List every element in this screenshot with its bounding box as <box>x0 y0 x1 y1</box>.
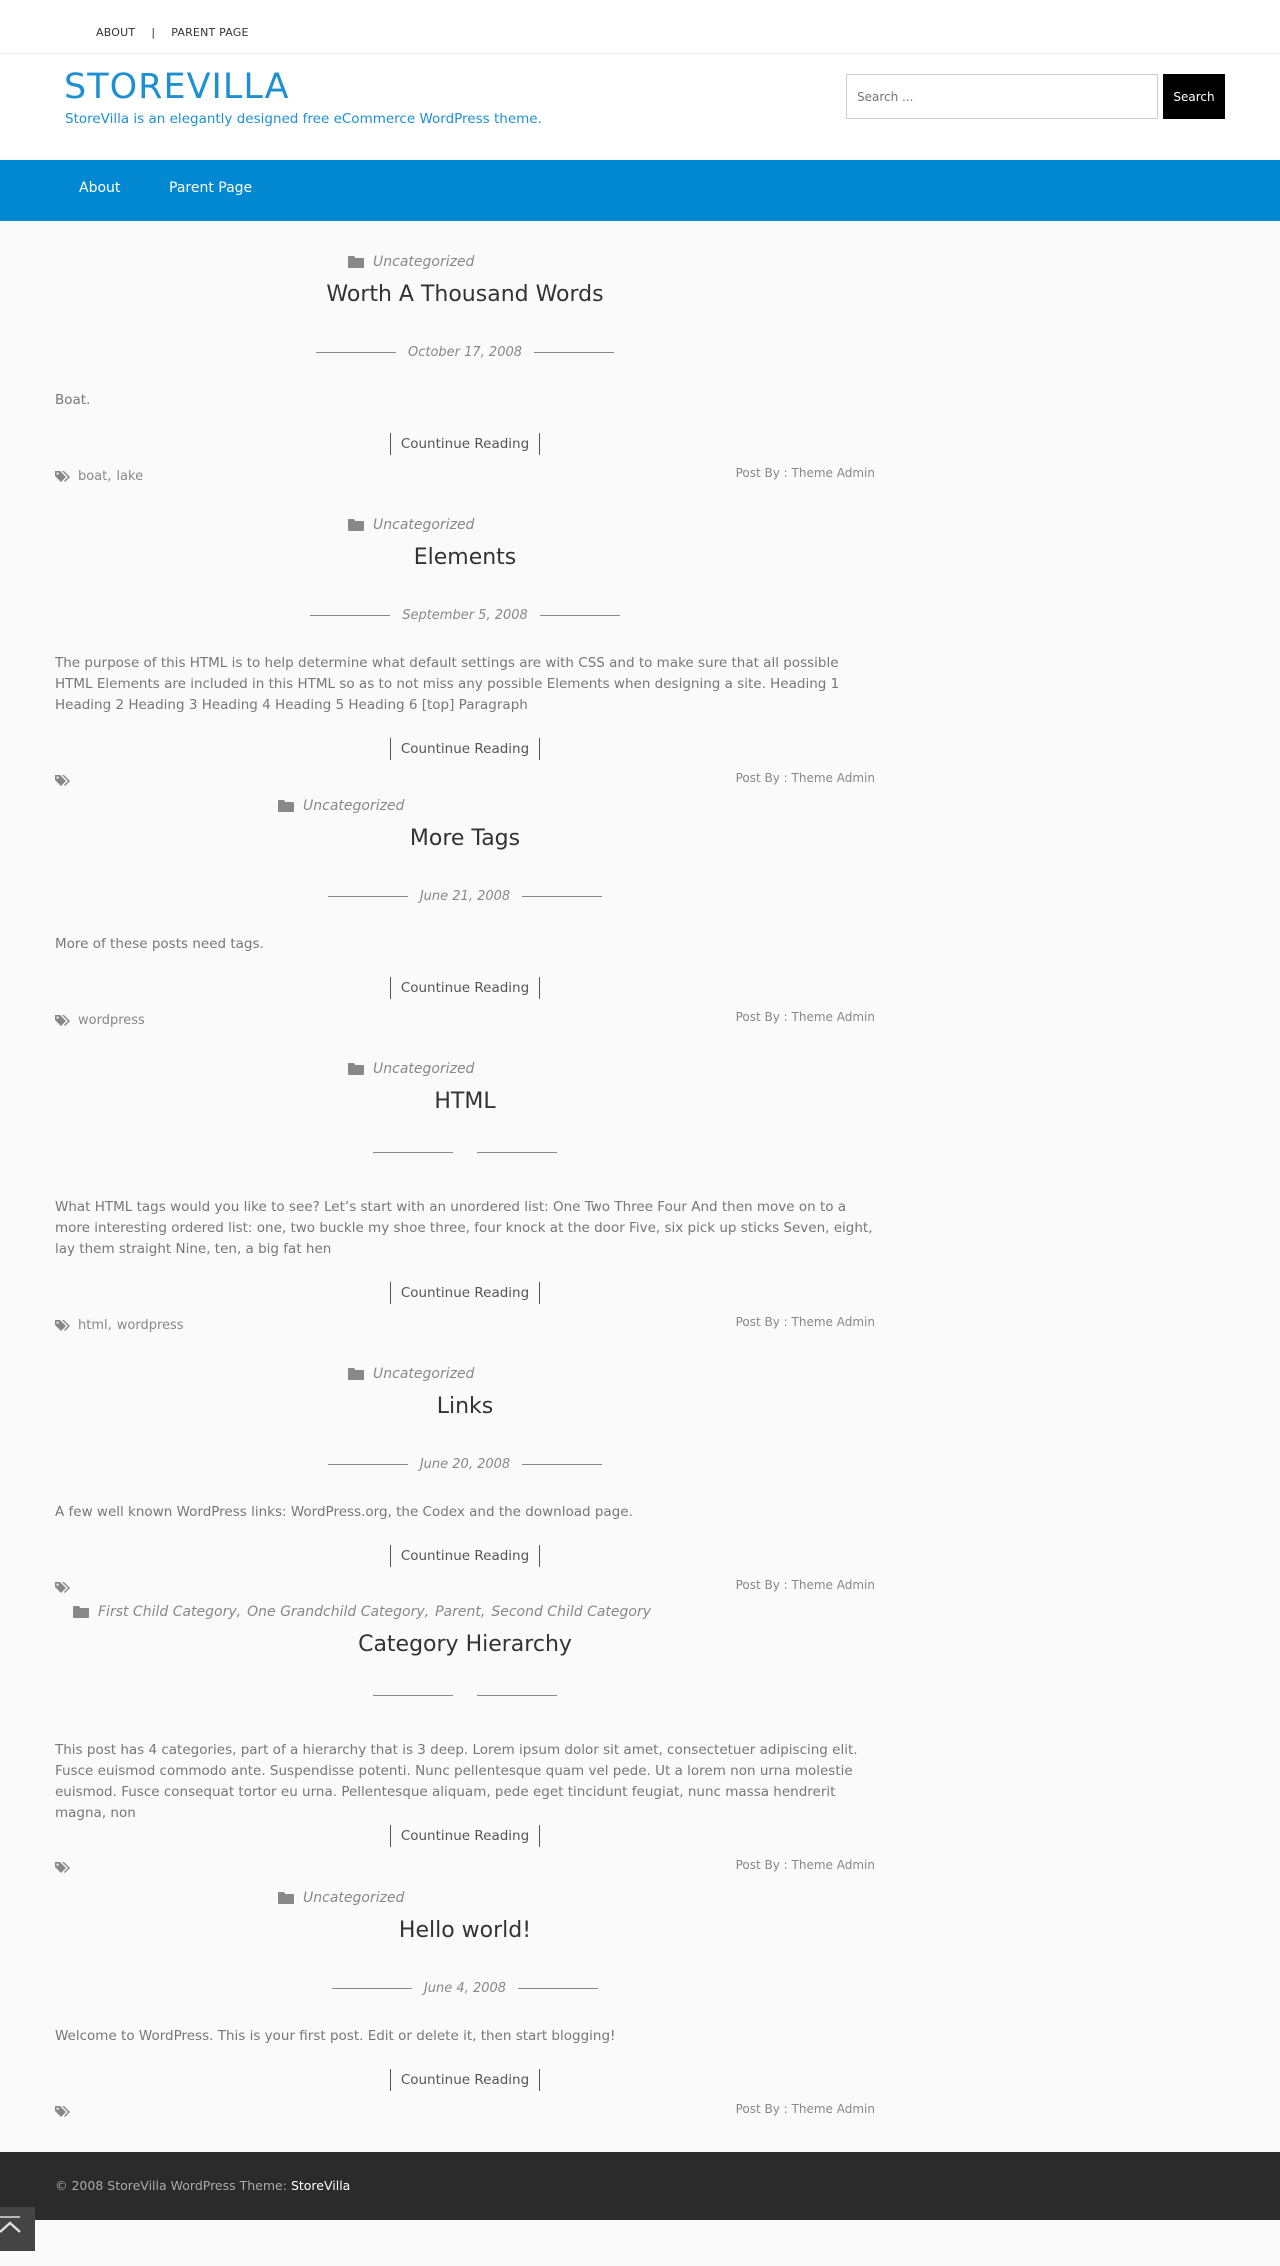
date-divider-left <box>373 1152 453 1153</box>
post-categories <box>73 1604 651 1620</box>
tags-icon <box>55 774 72 787</box>
post-author: Post By : Theme Admin <box>735 1010 875 1024</box>
category-separator: , <box>424 1604 430 1620</box>
site-footer <box>0 2152 1280 2220</box>
folder-open-icon <box>348 256 364 268</box>
post-title[interactable]: HTML <box>434 1089 496 1114</box>
post-date-row <box>55 1457 875 1472</box>
continue-reading-button[interactable]: Countinue Reading <box>390 738 540 760</box>
post-category-link[interactable]: One Grandchild Category <box>247 1604 425 1620</box>
post-tags <box>55 2105 78 2118</box>
post-category-link[interactable]: First Child Category <box>98 1604 237 1620</box>
continue-reading-row <box>55 1282 875 1304</box>
footer-theme-link[interactable]: StoreVilla <box>290 2178 351 2193</box>
post-tag-link[interactable]: wordpress <box>116 1318 184 1333</box>
post-tag-link[interactable]: boat <box>78 469 108 484</box>
continue-reading-row <box>55 2069 875 2091</box>
date-divider-right <box>522 896 602 897</box>
tag-separator: , <box>107 469 112 484</box>
nav-item-parent-page[interactable]: Parent Page <box>169 180 253 196</box>
chevron-up-icon <box>0 2207 35 2251</box>
continue-reading-button[interactable]: Countinue Reading <box>390 1282 540 1304</box>
tags-icon <box>55 470 72 483</box>
post-tag-link[interactable]: lake <box>116 469 144 484</box>
post-category-link[interactable]: Uncategorized <box>373 517 475 533</box>
search-button[interactable]: Search <box>1163 74 1225 119</box>
post-date[interactable]: September 5, 2008 <box>402 608 528 623</box>
date-divider-left <box>310 615 390 616</box>
post-author: Post By : Theme Admin <box>735 2102 875 2116</box>
post-date-row <box>55 889 875 904</box>
site-description: StoreVilla is an elegantly designed free eCommerce WordPress theme. <box>65 111 542 127</box>
tags-icon <box>55 1014 72 1027</box>
continue-reading-row <box>55 1825 875 1847</box>
category-separator: , <box>480 1604 486 1620</box>
post-date-row <box>55 1152 875 1153</box>
post-tags <box>55 1581 78 1594</box>
date-divider-left <box>328 896 408 897</box>
continue-reading-row <box>55 1545 875 1567</box>
folder-open-icon <box>278 1892 294 1904</box>
post-excerpt: What HTML tags would you like to see? Let’s start with an unordered list: One Two Three Four And then move on to a more interesting ordered list: one, two buckle my shoe three, four knock at the door Five, six pick up sticks Seven, eight, lay them straight Nine, ten, a big fat hen <box>55 1199 873 1257</box>
tags-icon <box>55 2105 72 2118</box>
post-categories <box>348 254 474 270</box>
continue-reading-row <box>55 433 875 455</box>
top-bar <box>0 0 1280 54</box>
post-categories <box>278 1890 404 1906</box>
post-category-link[interactable]: Uncategorized <box>373 1061 475 1077</box>
post-categories <box>348 1366 474 1382</box>
post-author: Post By : Theme Admin <box>735 771 875 785</box>
post-date-row <box>55 345 875 360</box>
date-divider-right <box>477 1695 557 1696</box>
top-link-separator: | <box>151 26 156 39</box>
continue-reading-button[interactable]: Countinue Reading <box>390 977 540 999</box>
post-tags <box>55 1013 145 1028</box>
post-date-row <box>55 1981 875 1996</box>
date-divider-right <box>534 352 614 353</box>
top-links <box>96 26 249 39</box>
post-category-link[interactable]: Uncategorized <box>373 1366 475 1382</box>
copyright-text: © 2008 StoreVilla WordPress Theme: <box>55 2178 291 2193</box>
post-excerpt: A few well known WordPress links: WordPress.org, the Codex and the download page. <box>55 1504 633 1520</box>
post-excerpt: More of these posts need tags. <box>55 936 264 952</box>
continue-reading-button[interactable]: Countinue Reading <box>390 2069 540 2091</box>
post-tags <box>55 469 143 484</box>
tags-icon <box>55 1319 72 1332</box>
main-navigation <box>0 160 1280 221</box>
post-category-link[interactable]: Uncategorized <box>303 1890 405 1906</box>
continue-reading-row <box>55 977 875 999</box>
tag-separator: , <box>107 1318 112 1333</box>
post-author: Post By : Theme Admin <box>735 1578 875 1592</box>
date-divider-right <box>518 1988 598 1989</box>
date-divider-left <box>332 1988 412 1989</box>
continue-reading-button[interactable]: Countinue Reading <box>390 433 540 455</box>
search-input[interactable] <box>846 74 1158 119</box>
folder-open-icon <box>73 1606 89 1618</box>
folder-open-icon <box>278 800 294 812</box>
post-date-row <box>55 1695 875 1696</box>
post-date[interactable]: June 20, 2008 <box>419 1457 511 1472</box>
post-date[interactable]: June 4, 2008 <box>423 1981 507 1996</box>
post-title[interactable]: More Tags <box>409 826 521 851</box>
post-tag-link[interactable]: html <box>78 1318 108 1333</box>
folder-open-icon <box>348 1063 364 1075</box>
post-tags <box>55 1318 184 1333</box>
date-divider-left <box>328 1464 408 1465</box>
folder-open-icon <box>348 519 364 531</box>
post-date[interactable]: June 21, 2008 <box>419 889 511 904</box>
date-divider-left <box>373 1695 453 1696</box>
post-categories <box>348 517 474 533</box>
date-divider-right <box>477 1152 557 1153</box>
post-author: Post By : Theme Admin <box>735 1315 875 1329</box>
post-excerpt: Welcome to WordPress. This is your first post. Edit or delete it, then start blogging! <box>55 2028 616 2044</box>
date-divider-right <box>540 615 620 616</box>
continue-reading-button[interactable]: Countinue Reading <box>390 1545 540 1567</box>
post-title[interactable]: Elements <box>413 545 517 570</box>
post-tag-link[interactable]: wordpress <box>78 1013 145 1028</box>
post-date[interactable]: October 17, 2008 <box>407 345 523 360</box>
top-link-parent-page[interactable]: PARENT PAGE <box>171 26 249 39</box>
post-date-row <box>55 608 875 623</box>
post-category-link[interactable]: Uncategorized <box>373 254 475 270</box>
scroll-to-top-button[interactable] <box>0 2207 35 2251</box>
post-author: Post By : Theme Admin <box>735 1858 875 1872</box>
post-title[interactable]: Worth A Thousand Words <box>326 282 604 307</box>
post-category-link[interactable]: Parent <box>435 1604 481 1620</box>
post-excerpt: The purpose of this HTML is to help determine what default settings are with CSS and to make sure that all possible HTML Elements are included in this HTML so as to not miss any possible Elements when designing a site. Heading 1 Heading 2 Heading 3 Heading 4 Heading 5 Heading 6 [top] Paragraph <box>55 655 840 713</box>
date-divider-left <box>316 352 396 353</box>
category-separator: , <box>236 1604 242 1620</box>
date-divider-right <box>522 1464 602 1465</box>
top-link-about[interactable]: ABOUT <box>96 26 136 39</box>
post-excerpt: Boat. <box>55 392 91 408</box>
post-categories <box>348 1061 474 1077</box>
post-excerpt: This post has 4 categories, part of a hierarchy that is 3 deep. Lorem ipsum dolor sit amet, consectetuer adipiscing elit. Fusce euismod commodo ante. Suspendisse potenti. Nunc pellentesque quam vel pede. Ut a lorem non urna molestie euismod. Fusce consequat tortor eu urna. Pellentesque aliquam, pede eget tincidunt feugiat, nunc massa hendrerit magna, non <box>55 1742 858 1821</box>
post-title[interactable]: Hello world! <box>398 1918 532 1943</box>
folder-open-icon <box>348 1368 364 1380</box>
post-tags <box>55 774 78 787</box>
post-author: Post By : Theme Admin <box>735 466 875 480</box>
continue-reading-row <box>55 738 875 760</box>
post-title[interactable]: Category Hierarchy <box>358 1632 572 1657</box>
post-tags <box>55 1861 78 1874</box>
post-category-link[interactable]: Second Child Category <box>491 1604 652 1620</box>
post-title[interactable]: Links <box>436 1394 494 1419</box>
tags-icon <box>55 1861 72 1874</box>
footer-copyright <box>55 2178 350 2193</box>
continue-reading-button[interactable]: Countinue Reading <box>390 1825 540 1847</box>
tags-icon <box>55 1581 72 1594</box>
post-categories <box>278 798 404 814</box>
nav-item-about[interactable]: About <box>79 180 121 196</box>
site-title[interactable]: STOREVILLA <box>64 67 290 107</box>
site-header <box>0 55 1280 159</box>
post-category-link[interactable]: Uncategorized <box>303 798 405 814</box>
